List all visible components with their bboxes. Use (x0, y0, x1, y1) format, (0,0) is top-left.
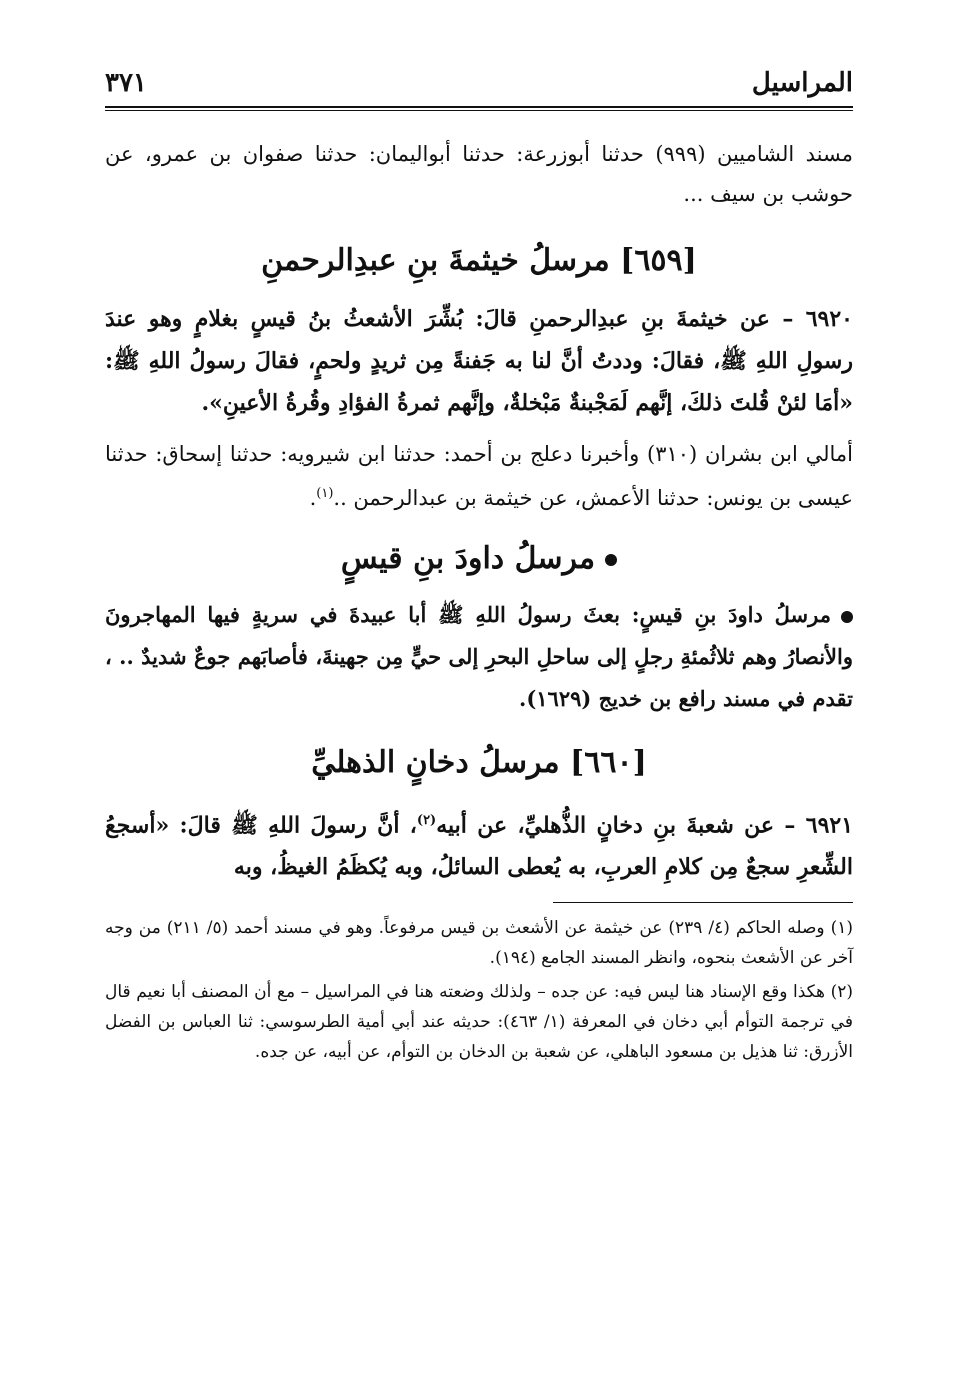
bullet-dot-icon (841, 611, 853, 623)
section-heading-dawud (105, 536, 853, 582)
hadith-6921-part-a: ٦٩٢١ – عن شعبةَ بنِ دخانٍ الذُّهليِّ، عن أبيه (436, 812, 854, 839)
footnote-1: (١) وصله الحاكم (٤/ ٢٣٩) عن خيثمة عن الأشعث بن قيس مرفوعاً. وهو في مسند أحمد (٥/ ٢١١) من وجه آخر عن الأشعث بنحوه، وانظر المسند الجامع (١٩٤). (105, 918, 854, 969)
heading-text: مرسلُ داودَ بنِ قيسٍ (340, 541, 596, 576)
source-paragraph: أمالي ابن بشران (٣١٠) وأخبرنا دعلج بن أحمد: حدثنا ابن شيرويه: حدثنا إسحاق: حدثنا عيسى بن يونس: حدثنا الأعمش، عن خيثمة بن عبدالرحمن ..$^{(١)}$. (105, 442, 853, 510)
footnote-separator (553, 902, 853, 903)
source-text: أمالي ابن بشران (٣١٠) وأخبرنا دعلج بن أحمد: حدثنا ابن شيرويه: حدثنا إسحاق: حدثنا عيسى بن يونس: حدثنا الأعمش، عن خيثمة بن عبدالرحمن .. (105, 442, 853, 510)
hadith-6920: ٦٩٢٠ – عن خيثمةَ بنِ عبدِالرحمنِ قالَ: بُشِّرَ الأشعثُ بنُ قيسٍ بغلامٍ وهو عندَ رسولِ اللهِ ﷺ، فقالَ: وددتُ أنَّ لنا به جَفنةً مِن ثريدٍ ولحمٍ، فقالَ رسولُ اللهِ ﷺ: «أمَا لئنْ قُلتَ ذلكَ، إنَّهم لَمَجْبنةٌ مَبْخلةٌ، وإنَّهم ثمرةُ الفؤادِ وقُرةُ الأعينِ». (105, 306, 853, 416)
header-rule-thin (105, 110, 853, 111)
intro-paragraph: مسند الشاميين (٩٩٩) حدثنا أبوزرعة: حدثنا أبواليمان: حدثنا صفوان بن عمرو، عن حوشب بن سيف ... (105, 142, 853, 206)
footnote-2: (٢) هكذا وقع الإسناد هنا ليس فيه: عن جده – ولذلك وضعته هنا في المراسيل – مع أن المصنف أبا نعيم قال في ترجمة التوأم أبي دخان في المعرفة (١/ ٤٦٣): حديثه عند أبي أمية الطرسوسي: ثنا العباس بن الفضل الأزرق: ثنا هذيل بن مسعود الباهلي، عن شعبة بن الدخان بن التوأم، عن أبيه، عن جده. (105, 982, 853, 1063)
section-heading-659: [٦٥٩] مرسلُ خيثمةَ بنِ عبدِالرحمنِ (261, 243, 697, 278)
dawud-text: مرسلُ داودَ بنِ قيسٍ: بعثَ رسولُ اللهِ ﷺ أبا عبيدةَ في سريةٍ فيها المهاجرونَ والأنصارُ وهم ثلاثُمئةِ رجلٍ إلى ساحلِ البحرِ إلى حيٍّ مِن جهينةَ، فأصابَهم جوعٌ شديدٌ .. ، تقدم في مسند رافع بن خديج (١٦٢٩). (105, 602, 853, 711)
footnote-ref-1[interactable]: (١) (316, 486, 334, 501)
page-header (105, 58, 853, 106)
bullet-dot-icon (605, 554, 617, 566)
document-page (105, 58, 853, 1067)
section-heading-660: [٦٦٠] مرسلُ دخانٍ الذهليِّ (311, 745, 647, 780)
hadith-6921 (105, 800, 853, 888)
page-number: ٣٧١ (105, 68, 147, 98)
header-rule (105, 106, 853, 108)
footnote-ref-2[interactable]: (٢) (416, 813, 437, 828)
running-title: المراسيل (751, 68, 853, 98)
dawud-paragraph (105, 594, 853, 720)
hadith-6921-part-b: ، أنَّ رسولَ اللهِ ﷺ قالَ: «أسجعُ الشِّعرِ سجعٌ مِن كلامِ العربِ، به يُعطى السائلُ، وبه يُكظَمُ الغيظُ، وبه (105, 812, 853, 881)
